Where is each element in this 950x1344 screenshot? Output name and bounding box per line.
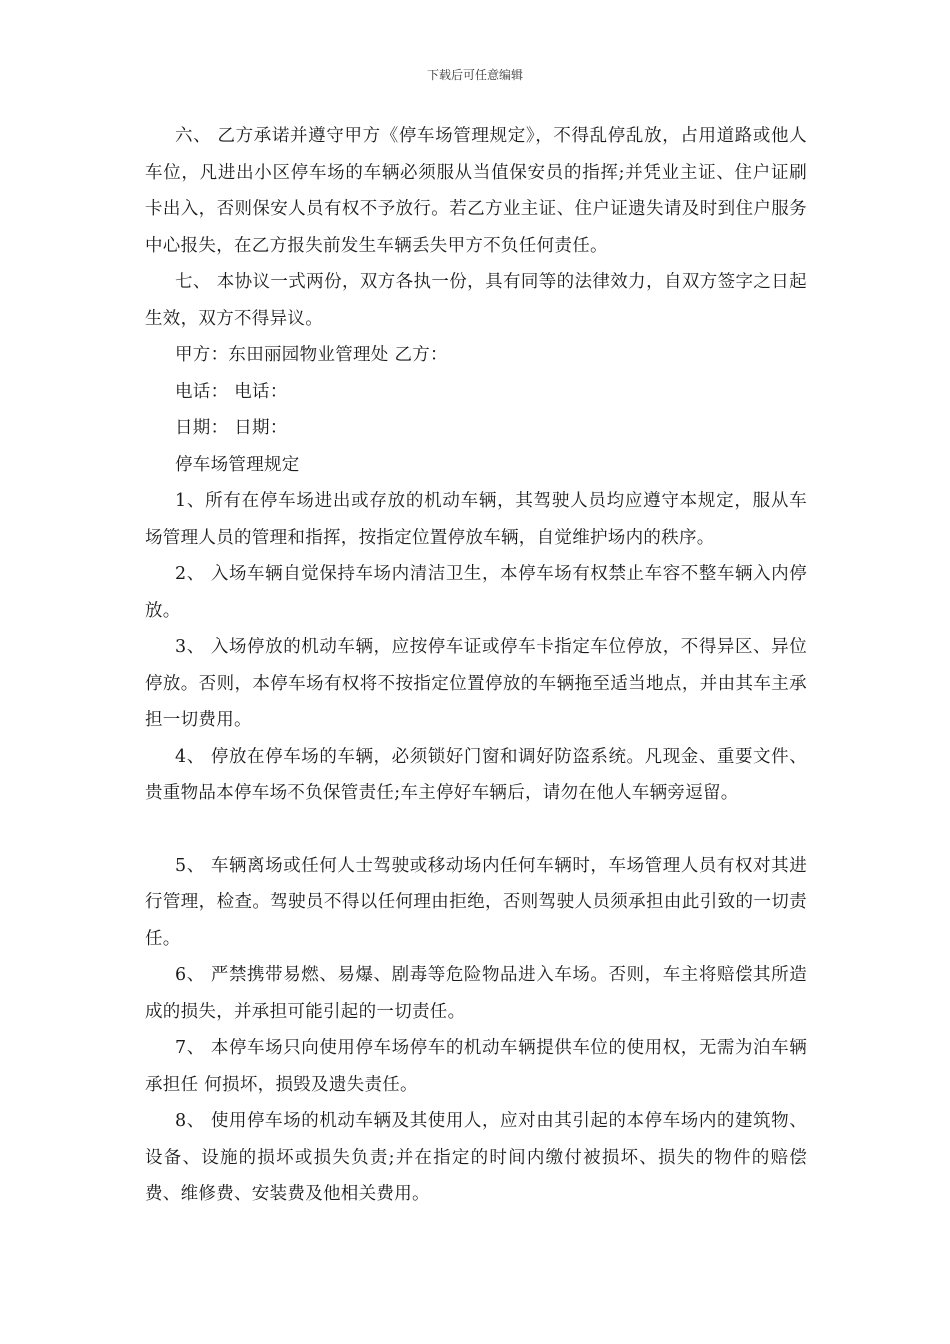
rule-3: 3、 入场停放的机动车辆，应按停车证或停车卡指定车位停放，不得异区、异位停放。否则，本停车场有权将不按指定位置停放的车辆拖至适当地点，并由其车主承担一切费用。 — [145, 637, 807, 730]
rule-4: 4、 停放在停车场的车辆，必须锁好门窗和调好防盗系统。凡现金、重要文件、贵重物品本停车场不负保管责任;车主停好车辆后，请勿在他人车辆旁逗留。 — [145, 746, 807, 803]
page-header: 下载后可任意编辑 — [426, 68, 523, 82]
clause-6: 六、 乙方承诺并遵守甲方《停车场管理规定》，不得乱停乱放，占用道路或他人车位，凡进出小区停车场的车辆必须服从当值保安员的指挥;并凭业主证、住户证刷卡出入，否则保安人员有权不予放行。若乙方业主证、住户证遗失请及时到住户服务中心报失，在乙方报失前发生车辆丢失甲方不负任何责任。 — [145, 126, 807, 256]
rule-6: 6、 严禁携带易燃、易爆、剧毒等危险物品进入车场。否则，车主将赔偿其所造成的损失，并承担可能引起的一切责任。 — [145, 965, 807, 1022]
party-line: 甲方：东田丽园物业管理处 乙方： — [175, 345, 448, 365]
clause-7: 七、 本协议一式两份，双方各执一份，具有同等的法律效力，自双方签字之日起生效，双方不得异议。 — [145, 272, 807, 329]
rules-title: 停车场管理规定 — [175, 454, 300, 475]
document-body — [145, 118, 807, 1213]
rule-7: 7、 本停车场只向使用停车场停车的机动车辆提供车位的使用权，无需为泊车辆承担任 何损坏，损毁及遗失责任。 — [145, 1038, 807, 1095]
rule-2: 2、 入场车辆自觉保持车场内清洁卫生，本停车场有权禁止车容不整车辆入内停放。 — [145, 564, 807, 621]
rule-8: 8、 使用停车场的机动车辆及其使用人，应对由其引起的本停车场内的建筑物、设备、设施的损坏或损失负责;并在指定的时间内缴付被损坏、损失的物件的赔偿费、维修费、安装费及他相关费用。 — [145, 1111, 807, 1204]
date-line: 日期： 日期： — [175, 418, 288, 438]
phone-line: 电话： 电话： — [175, 381, 288, 402]
spacer — [145, 812, 807, 848]
rule-1: 1、所有在停车场进出或存放的机动车辆，其驾驶人员均应遵守本规定，服从车场管理人员的管理和指挥，按指定位置停放车辆，自觉维护场内的秩序。 — [145, 491, 807, 548]
rule-5: 5、 车辆离场或任何人士驾驶或移动场内任何车辆时，车场管理人员有权对其进行管理，检查。驾驶员不得以任何理由拒绝，否则驾驶人员须承担由此引致的一切责任。 — [145, 855, 807, 949]
